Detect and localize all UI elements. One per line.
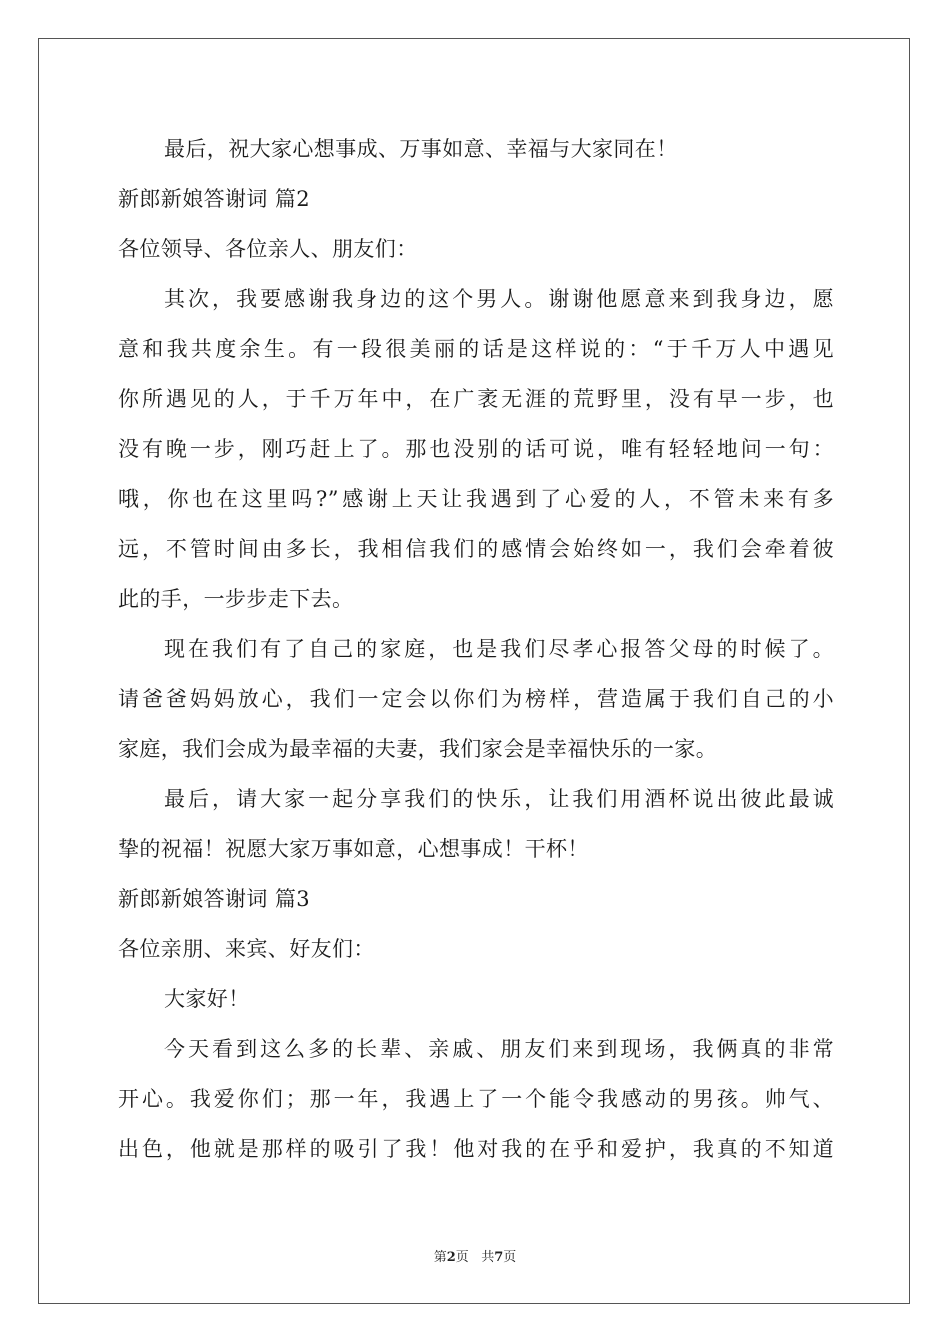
- text-line: 新郎新娘答谢词 篇3: [118, 887, 311, 911]
- text-line: 请爸爸妈妈放心，我们一定会以你们为榜样，营造属于我们自己的小: [118, 687, 834, 711]
- footer-total-pages: 7: [494, 1250, 504, 1265]
- text-line: 挚的祝福！祝愿大家万事如意，心想事成！干杯！: [118, 837, 589, 861]
- text-line: 此的手，一步步走下去。: [118, 587, 354, 611]
- text-line: 各位领导、各位亲人、朋友们：: [118, 237, 418, 261]
- footer-mid: 页 共: [455, 1250, 495, 1265]
- text-line: 远，不管时间由多长，我相信我们的感情会始终如一，我们会牵着彼: [118, 537, 834, 561]
- text-line: 今天看到这么多的长辈、亲戚、朋友们来到现场，我俩真的非常: [164, 1037, 834, 1061]
- text-line: 哦，你也在这里吗?”感谢上天让我遇到了心爱的人，不管未来有多: [118, 487, 834, 511]
- text-line: 现在我们有了自己的家庭，也是我们尽孝心报答父母的时候了。: [164, 637, 834, 661]
- document-body: [118, 124, 834, 1174]
- text-line: 开心。我爱你们；那一年，我遇上了一个能令我感动的男孩。帅气、: [118, 1087, 834, 1111]
- text-line: 最后，祝大家心想事成、万事如意、幸福与大家同在！: [164, 137, 678, 161]
- footer-suffix: 页: [503, 1250, 517, 1265]
- page-footer: [0, 1246, 950, 1265]
- text-line: 家庭，我们会成为最幸福的夫妻，我们家会是幸福快乐的一家。: [118, 737, 718, 761]
- text-line: 你所遇见的人，于千万年中，在广袤无涯的荒野里，没有早一步，也: [118, 387, 834, 411]
- text-line: 新郎新娘答谢词 篇2: [118, 187, 311, 211]
- footer-current-page: 2: [446, 1250, 456, 1265]
- text-line: 各位亲朋、来宾、好友们：: [118, 937, 375, 961]
- text-line: 意和我共度余生。有一段很美丽的话是这样说的：“于千万人中遇见: [118, 337, 834, 361]
- text-line: 大家好！: [164, 987, 250, 1011]
- text-line: 其次，我要感谢我身边的这个男人。谢谢他愿意来到我身边，愿: [164, 287, 834, 311]
- text-line: 出色，他就是那样的吸引了我！他对我的在乎和爱护，我真的不知道: [118, 1137, 834, 1161]
- footer-prefix: 第: [433, 1250, 447, 1265]
- text-line: 没有晚一步，刚巧赶上了。那也没别的话可说，唯有轻轻地问一句：: [118, 437, 834, 461]
- text-line: 最后，请大家一起分享我们的快乐，让我们用酒杯说出彼此最诚: [164, 787, 834, 811]
